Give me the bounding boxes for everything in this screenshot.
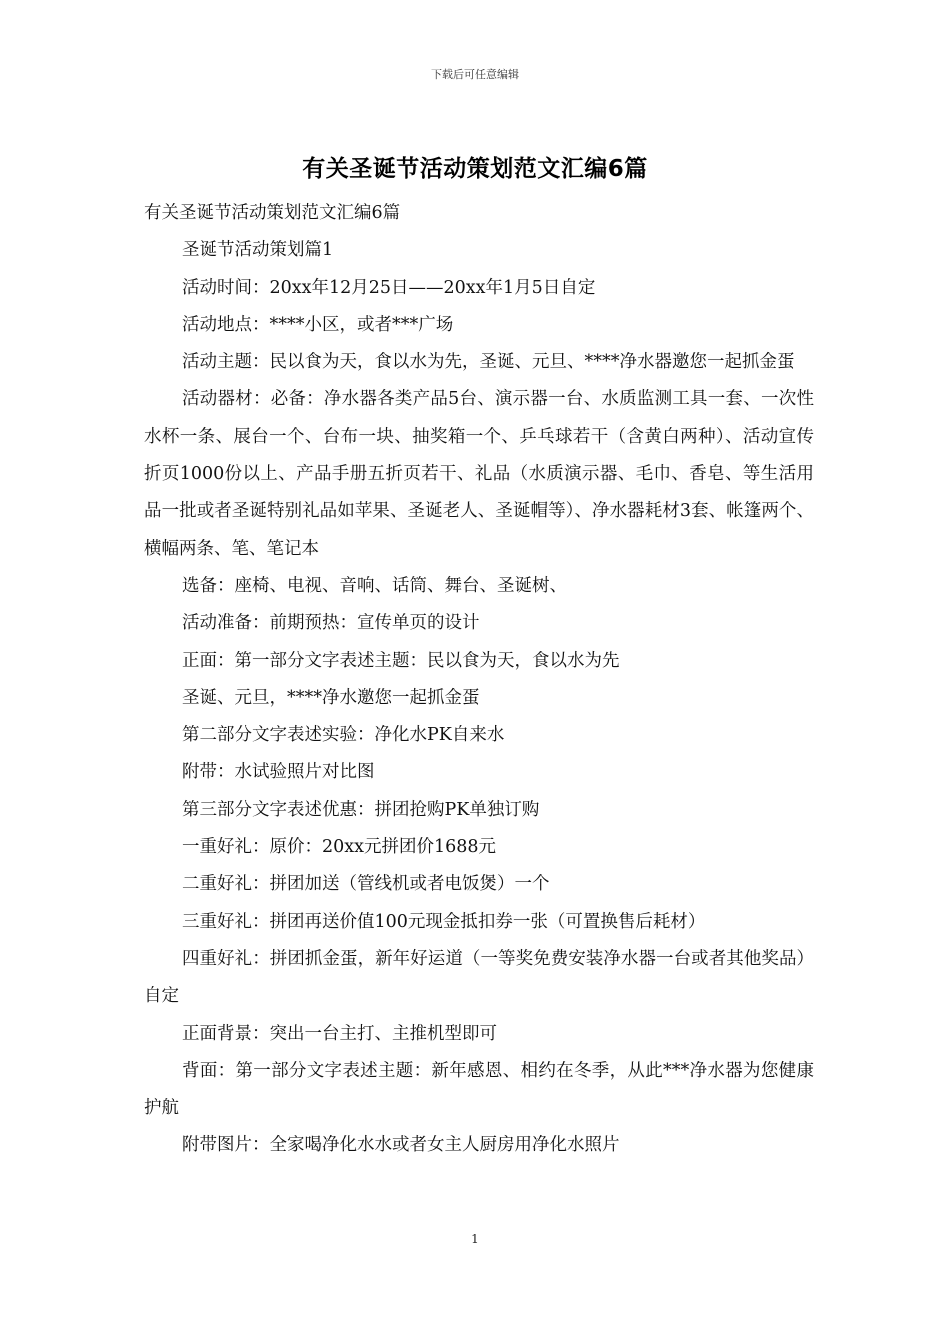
- document-title: 有关圣诞节活动策划范文汇编6篇: [302, 156, 648, 182]
- paragraph-activity-preparation: 活动准备：前期预热：宣传单页的设计: [182, 613, 480, 634]
- page-header: 下载后可任意编辑: [431, 68, 519, 81]
- paragraph-gift-three: 三重好礼：拼团再送价值100元现金抵扣券一张（可置换售后耗材）: [182, 911, 706, 932]
- paragraph-attached-images: 附带图片：全家喝净化水水或者女主人厨房用净化水照片: [182, 1135, 620, 1156]
- document-body: [144, 195, 814, 1165]
- paragraph-activity-time: 活动时间：20xx年12月25日——20xx年1月5日自定: [182, 277, 596, 298]
- paragraph-attached-photo: 附带：水试验照片对比图: [182, 762, 375, 783]
- paragraph-gift-one: 一重好礼：原价：20xx元拼团价1688元: [182, 837, 497, 858]
- paragraph-section-heading: 圣诞节活动策划篇1: [182, 240, 334, 261]
- paragraph-back-part-one: 背面：第一部分文字表述主题：新年感恩、相约在冬季，从此***净水器为您健康护航: [144, 1060, 814, 1119]
- paragraph-front-background: 正面背景：突出一台主打、主推机型即可: [182, 1023, 497, 1044]
- paragraph-optional-equipment: 选备：座椅、电视、音响、话筒、舞台、圣诞树、: [182, 575, 567, 596]
- page-number: 1: [471, 1232, 479, 1246]
- paragraph-gift-two: 二重好礼：拼团加送（管线机或者电饭煲）一个: [182, 874, 550, 895]
- paragraph-front-part-two: 第二部分文字表述实验：净化水PK自来水: [182, 725, 505, 746]
- paragraph-activity-theme: 活动主题：民以食为天，食以水为先，圣诞、元旦、****净水器邀您一起抓金蛋: [182, 352, 795, 373]
- paragraph-activity-location: 活动地点：****小区，或者***广场: [182, 314, 454, 335]
- paragraph-front-part-three: 第三部分文字表述优惠：拼团抢购PK单独订购: [182, 799, 540, 820]
- paragraph-doc-subtitle: 有关圣诞节活动策划范文汇编6篇: [144, 203, 401, 223]
- paragraph-front-part-one: 正面：第一部分文字表述主题：民以食为天，食以水为先: [182, 650, 620, 671]
- paragraph-activity-equipment: 活动器材：必备：净水器各类产品5台、演示器一台、水质监测工具一套、一次性水杯一条、展台一个、台布一块、抽奖箱一个、乒乓球若干（含黄白两种）、活动宣传折页1000份以上、产品手册五折页若干、礼品（水质演示器、毛巾、香皂、等生活用品一批或者圣诞特别礼品如苹果、圣诞老人、圣诞帽等）、净水器耗材3套、帐篷两个、横幅两条、笔、笔记本: [144, 389, 814, 559]
- paragraph-front-slogan: 圣诞、元旦，****净水邀您一起抓金蛋: [182, 687, 480, 708]
- paragraph-gift-four: 四重好礼：拼团抓金蛋，新年好运道（一等奖免费安装净水器一台或者其他奖品）自定: [144, 948, 814, 1007]
